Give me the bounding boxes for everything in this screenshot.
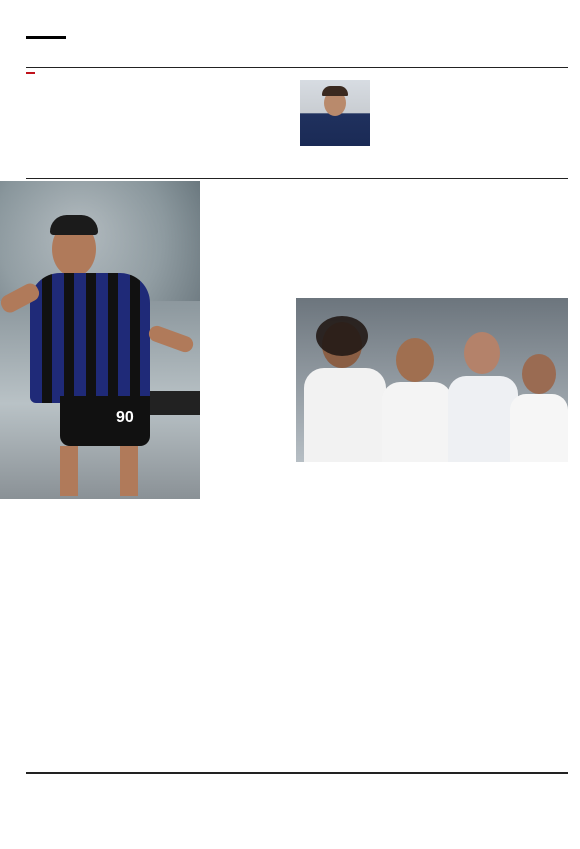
player-hair <box>50 215 98 235</box>
player1-jersey <box>304 368 386 462</box>
notiziario-block <box>26 72 112 78</box>
player3-head <box>464 332 500 374</box>
hateboer-photo <box>300 80 370 146</box>
atalanta-jersey <box>30 273 150 403</box>
player2-jersey <box>382 382 452 462</box>
shorts-number: 90 <box>116 409 134 426</box>
player-arm-right <box>147 324 196 355</box>
player2-head <box>396 338 434 382</box>
masthead <box>26 36 66 50</box>
scamacca-photo <box>0 181 200 499</box>
player-leg2 <box>120 446 138 496</box>
main-col3 <box>386 476 470 766</box>
moralez-photo <box>296 298 568 462</box>
player3-jersey <box>448 376 518 462</box>
notiziario-col4 <box>468 72 564 172</box>
player-shorts <box>60 396 150 446</box>
notiziario-col3 <box>378 72 462 172</box>
player-hair <box>322 86 348 96</box>
player4-head <box>522 354 556 394</box>
notiziario-col1 <box>120 72 204 172</box>
bottom-rule <box>26 772 568 774</box>
masthead-bar <box>26 36 66 39</box>
brief-col1 <box>30 506 114 768</box>
notiziario-col2 <box>210 72 294 172</box>
player4-jersey <box>510 394 568 462</box>
notiziario-mark <box>26 72 35 74</box>
main-col2 <box>296 476 380 766</box>
player1-hair <box>316 316 368 356</box>
brief-col2 <box>120 506 204 768</box>
main-col1 <box>208 296 292 764</box>
top-rule <box>26 67 568 68</box>
main-col4 <box>476 476 568 766</box>
notiziario-rule <box>26 178 568 179</box>
player-leg <box>60 446 78 496</box>
